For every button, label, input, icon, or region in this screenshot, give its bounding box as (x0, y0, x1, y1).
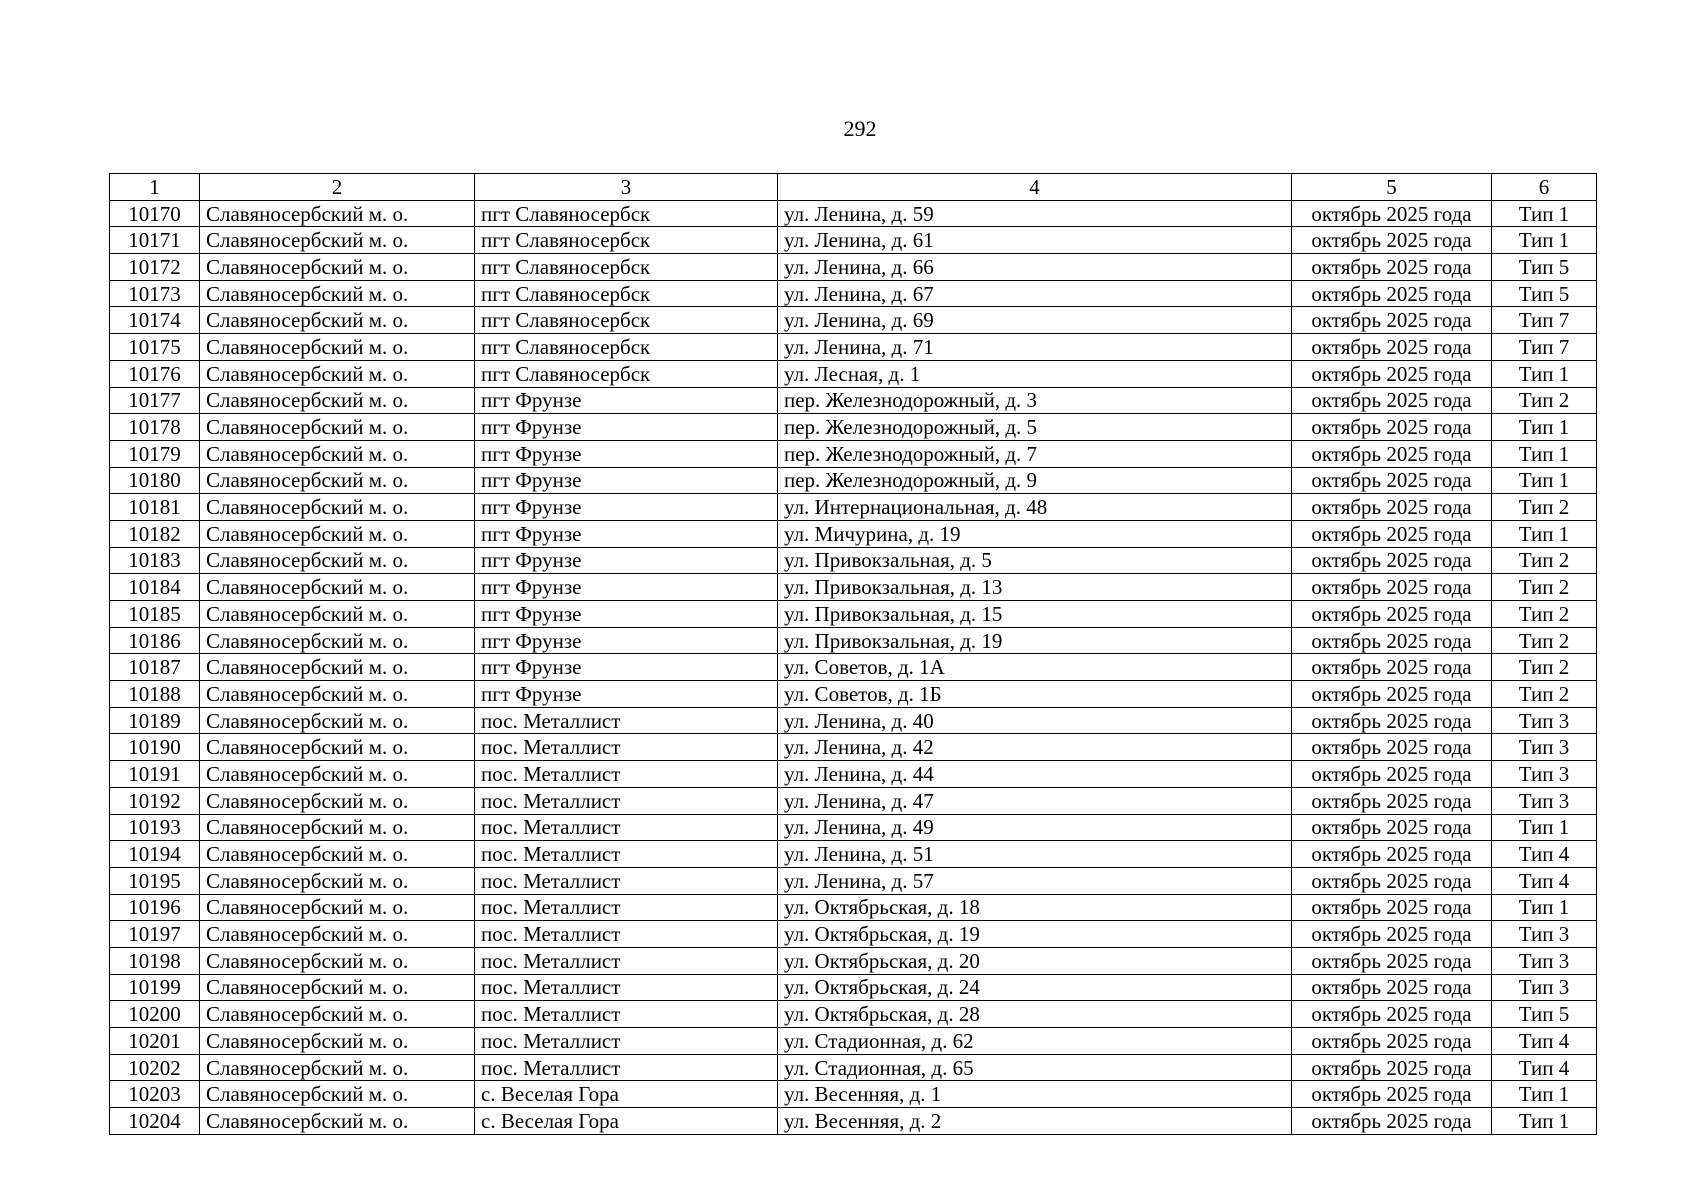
column-number-row (110, 174, 1597, 201)
address-cell: ул. Ленина, д. 57 (778, 867, 1292, 894)
column-number-cell: 5 (1292, 174, 1492, 201)
column-number-cell: 1 (110, 174, 200, 201)
address-cell: ул. Ленина, д. 67 (778, 280, 1292, 307)
period-cell: октябрь 2025 года (1292, 387, 1492, 414)
type-cell: Тип 5 (1492, 280, 1597, 307)
table-row (110, 547, 1597, 574)
settlement-cell: пгт Славяносербск (475, 307, 778, 334)
address-cell: ул. Весенняя, д. 1 (778, 1081, 1292, 1108)
period-cell: октябрь 2025 года (1292, 200, 1492, 227)
district-cell: Славяносербский м. о. (200, 681, 475, 708)
district-cell: Славяносербский м. о. (200, 894, 475, 921)
period-cell: октябрь 2025 года (1292, 494, 1492, 521)
table-row (110, 841, 1597, 868)
record-number-cell: 10198 (110, 947, 200, 974)
table-row (110, 787, 1597, 814)
record-number-cell: 10190 (110, 734, 200, 761)
period-cell: октябрь 2025 года (1292, 1081, 1492, 1108)
address-cell: ул. Стадионная, д. 65 (778, 1054, 1292, 1081)
table-row (110, 467, 1597, 494)
type-cell: Тип 1 (1492, 520, 1597, 547)
settlement-cell: пгт Славяносербск (475, 334, 778, 361)
settlement-cell: с. Веселая Гора (475, 1108, 778, 1135)
table-row (110, 1054, 1597, 1081)
record-number-cell: 10187 (110, 654, 200, 681)
district-cell: Славяносербский м. о. (200, 974, 475, 1001)
type-cell: Тип 1 (1492, 360, 1597, 387)
register-table (109, 173, 1597, 1135)
table-row (110, 280, 1597, 307)
settlement-cell: пос. Металлист (475, 734, 778, 761)
district-cell: Славяносербский м. о. (200, 440, 475, 467)
address-cell: ул. Ленина, д. 51 (778, 841, 1292, 868)
district-cell: Славяносербский м. о. (200, 867, 475, 894)
record-number-cell: 10192 (110, 787, 200, 814)
table-row (110, 574, 1597, 601)
period-cell: октябрь 2025 года (1292, 681, 1492, 708)
district-cell: Славяносербский м. о. (200, 494, 475, 521)
district-cell: Славяносербский м. о. (200, 387, 475, 414)
period-cell: октябрь 2025 года (1292, 414, 1492, 441)
district-cell: Славяносербский м. о. (200, 1081, 475, 1108)
settlement-cell: с. Веселая Гора (475, 1081, 778, 1108)
address-cell: ул. Весенняя, д. 2 (778, 1108, 1292, 1135)
record-number-cell: 10195 (110, 867, 200, 894)
record-number-cell: 10199 (110, 974, 200, 1001)
address-cell: ул. Лесная, д. 1 (778, 360, 1292, 387)
address-cell: ул. Советов, д. 1Б (778, 681, 1292, 708)
district-cell: Славяносербский м. о. (200, 227, 475, 254)
district-cell: Славяносербский м. о. (200, 841, 475, 868)
period-cell: октябрь 2025 года (1292, 360, 1492, 387)
record-number-cell: 10181 (110, 494, 200, 521)
settlement-cell: пос. Металлист (475, 974, 778, 1001)
table-row (110, 307, 1597, 334)
type-cell: Тип 3 (1492, 761, 1597, 788)
type-cell: Тип 4 (1492, 867, 1597, 894)
address-cell: пер. Железнодорожный, д. 5 (778, 414, 1292, 441)
record-number-cell: 10185 (110, 601, 200, 628)
table-row (110, 681, 1597, 708)
settlement-cell: пос. Металлист (475, 1054, 778, 1081)
address-cell: пер. Железнодорожный, д. 7 (778, 440, 1292, 467)
settlement-cell: пос. Металлист (475, 1001, 778, 1028)
district-cell: Славяносербский м. о. (200, 627, 475, 654)
address-cell: ул. Октябрьская, д. 24 (778, 974, 1292, 1001)
address-cell: ул. Привокзальная, д. 15 (778, 601, 1292, 628)
table-row (110, 200, 1597, 227)
address-cell: ул. Советов, д. 1А (778, 654, 1292, 681)
address-cell: ул. Привокзальная, д. 13 (778, 574, 1292, 601)
record-number-cell: 10202 (110, 1054, 200, 1081)
period-cell: октябрь 2025 года (1292, 574, 1492, 601)
record-number-cell: 10197 (110, 921, 200, 948)
address-cell: ул. Мичурина, д. 19 (778, 520, 1292, 547)
record-number-cell: 10175 (110, 334, 200, 361)
record-number-cell: 10204 (110, 1108, 200, 1135)
record-number-cell: 10184 (110, 574, 200, 601)
district-cell: Славяносербский м. о. (200, 787, 475, 814)
record-number-cell: 10186 (110, 627, 200, 654)
settlement-cell: пгт Фрунзе (475, 494, 778, 521)
period-cell: октябрь 2025 года (1292, 1054, 1492, 1081)
period-cell: октябрь 2025 года (1292, 654, 1492, 681)
table-row (110, 387, 1597, 414)
district-cell: Славяносербский м. о. (200, 1001, 475, 1028)
table-row (110, 894, 1597, 921)
address-cell: ул. Ленина, д. 61 (778, 227, 1292, 254)
district-cell: Славяносербский м. о. (200, 814, 475, 841)
type-cell: Тип 3 (1492, 787, 1597, 814)
period-cell: октябрь 2025 года (1292, 947, 1492, 974)
district-cell: Славяносербский м. о. (200, 520, 475, 547)
settlement-cell: пгт Славяносербск (475, 227, 778, 254)
record-number-cell: 10196 (110, 894, 200, 921)
table-row (110, 1001, 1597, 1028)
table-row (110, 334, 1597, 361)
column-number-cell: 3 (475, 174, 778, 201)
address-cell: ул. Октябрьская, д. 19 (778, 921, 1292, 948)
type-cell: Тип 2 (1492, 601, 1597, 628)
district-cell: Славяносербский м. о. (200, 307, 475, 334)
table-row (110, 1081, 1597, 1108)
settlement-cell: пгт Славяносербск (475, 280, 778, 307)
settlement-cell: пос. Металлист (475, 787, 778, 814)
address-cell: ул. Октябрьская, д. 28 (778, 1001, 1292, 1028)
type-cell: Тип 3 (1492, 921, 1597, 948)
column-number-cell: 4 (778, 174, 1292, 201)
period-cell: октябрь 2025 года (1292, 707, 1492, 734)
type-cell: Тип 1 (1492, 227, 1597, 254)
type-cell: Тип 1 (1492, 200, 1597, 227)
type-cell: Тип 3 (1492, 734, 1597, 761)
settlement-cell: пгт Фрунзе (475, 574, 778, 601)
record-number-cell: 10200 (110, 1001, 200, 1028)
address-cell: ул. Интернациональная, д. 48 (778, 494, 1292, 521)
column-number-cell: 2 (200, 174, 475, 201)
address-cell: пер. Железнодорожный, д. 9 (778, 467, 1292, 494)
settlement-cell: пгт Фрунзе (475, 520, 778, 547)
settlement-cell: пос. Металлист (475, 947, 778, 974)
district-cell: Славяносербский м. о. (200, 254, 475, 281)
district-cell: Славяносербский м. о. (200, 280, 475, 307)
type-cell: Тип 5 (1492, 254, 1597, 281)
district-cell: Славяносербский м. о. (200, 1054, 475, 1081)
record-number-cell: 10173 (110, 280, 200, 307)
settlement-cell: пгт Фрунзе (475, 681, 778, 708)
settlement-cell: пгт Фрунзе (475, 387, 778, 414)
type-cell: Тип 1 (1492, 1081, 1597, 1108)
settlement-cell: пгт Славяносербск (475, 200, 778, 227)
settlement-cell: пос. Металлист (475, 921, 778, 948)
settlement-cell: пос. Металлист (475, 814, 778, 841)
table-row (110, 867, 1597, 894)
district-cell: Славяносербский м. о. (200, 360, 475, 387)
record-number-cell: 10183 (110, 547, 200, 574)
address-cell: ул. Стадионная, д. 62 (778, 1028, 1292, 1055)
district-cell: Славяносербский м. о. (200, 467, 475, 494)
address-cell: ул. Ленина, д. 49 (778, 814, 1292, 841)
period-cell: октябрь 2025 года (1292, 814, 1492, 841)
record-number-cell: 10179 (110, 440, 200, 467)
period-cell: октябрь 2025 года (1292, 520, 1492, 547)
table-row (110, 734, 1597, 761)
district-cell: Славяносербский м. о. (200, 414, 475, 441)
settlement-cell: пгт Фрунзе (475, 467, 778, 494)
table-row (110, 654, 1597, 681)
record-number-cell: 10177 (110, 387, 200, 414)
record-number-cell: 10171 (110, 227, 200, 254)
type-cell: Тип 5 (1492, 1001, 1597, 1028)
address-cell: ул. Привокзальная, д. 19 (778, 627, 1292, 654)
address-cell: ул. Октябрьская, д. 20 (778, 947, 1292, 974)
page-number: 292 (843, 116, 877, 141)
period-cell: октябрь 2025 года (1292, 761, 1492, 788)
district-cell: Славяносербский м. о. (200, 334, 475, 361)
settlement-cell: пос. Металлист (475, 841, 778, 868)
period-cell: октябрь 2025 года (1292, 440, 1492, 467)
period-cell: октябрь 2025 года (1292, 280, 1492, 307)
record-number-cell: 10174 (110, 307, 200, 334)
period-cell: октябрь 2025 года (1292, 894, 1492, 921)
settlement-cell: пос. Металлист (475, 1028, 778, 1055)
district-cell: Славяносербский м. о. (200, 1028, 475, 1055)
type-cell: Тип 4 (1492, 1028, 1597, 1055)
table-row (110, 414, 1597, 441)
settlement-cell: пгт Фрунзе (475, 627, 778, 654)
table-row (110, 227, 1597, 254)
settlement-cell: пгт Славяносербск (475, 360, 778, 387)
record-number-cell: 10194 (110, 841, 200, 868)
address-cell: пер. Железнодорожный, д. 3 (778, 387, 1292, 414)
period-cell: октябрь 2025 года (1292, 841, 1492, 868)
table-row (110, 440, 1597, 467)
record-number-cell: 10189 (110, 707, 200, 734)
period-cell: октябрь 2025 года (1292, 467, 1492, 494)
record-number-cell: 10188 (110, 681, 200, 708)
table-row (110, 1108, 1597, 1135)
period-cell: октябрь 2025 года (1292, 867, 1492, 894)
record-number-cell: 10191 (110, 761, 200, 788)
table-row (110, 494, 1597, 521)
type-cell: Тип 2 (1492, 547, 1597, 574)
type-cell: Тип 3 (1492, 947, 1597, 974)
district-cell: Славяносербский м. о. (200, 654, 475, 681)
record-number-cell: 10193 (110, 814, 200, 841)
type-cell: Тип 2 (1492, 654, 1597, 681)
period-cell: октябрь 2025 года (1292, 227, 1492, 254)
type-cell: Тип 1 (1492, 894, 1597, 921)
district-cell: Славяносербский м. о. (200, 707, 475, 734)
type-cell: Тип 1 (1492, 1108, 1597, 1135)
period-cell: октябрь 2025 года (1292, 787, 1492, 814)
record-number-cell: 10172 (110, 254, 200, 281)
address-cell: ул. Привокзальная, д. 5 (778, 547, 1292, 574)
type-cell: Тип 2 (1492, 387, 1597, 414)
settlement-cell: пос. Металлист (475, 867, 778, 894)
type-cell: Тип 7 (1492, 307, 1597, 334)
period-cell: октябрь 2025 года (1292, 601, 1492, 628)
table-body (110, 174, 1597, 1135)
period-cell: октябрь 2025 года (1292, 921, 1492, 948)
table-row (110, 947, 1597, 974)
address-cell: ул. Ленина, д. 40 (778, 707, 1292, 734)
type-cell: Тип 4 (1492, 1054, 1597, 1081)
district-cell: Славяносербский м. о. (200, 734, 475, 761)
record-number-cell: 10180 (110, 467, 200, 494)
district-cell: Славяносербский м. о. (200, 947, 475, 974)
type-cell: Тип 2 (1492, 681, 1597, 708)
address-cell: ул. Ленина, д. 71 (778, 334, 1292, 361)
settlement-cell: пгт Фрунзе (475, 654, 778, 681)
table-row (110, 601, 1597, 628)
settlement-cell: пгт Славяносербск (475, 254, 778, 281)
record-number-cell: 10176 (110, 360, 200, 387)
record-number-cell: 10170 (110, 200, 200, 227)
type-cell: Тип 1 (1492, 414, 1597, 441)
address-cell: ул. Ленина, д. 59 (778, 200, 1292, 227)
settlement-cell: пос. Металлист (475, 894, 778, 921)
period-cell: октябрь 2025 года (1292, 254, 1492, 281)
type-cell: Тип 1 (1492, 467, 1597, 494)
settlement-cell: пос. Металлист (475, 707, 778, 734)
table-row (110, 814, 1597, 841)
type-cell: Тип 3 (1492, 707, 1597, 734)
type-cell: Тип 2 (1492, 494, 1597, 521)
type-cell: Тип 2 (1492, 627, 1597, 654)
record-number-cell: 10201 (110, 1028, 200, 1055)
table-row (110, 360, 1597, 387)
period-cell: октябрь 2025 года (1292, 547, 1492, 574)
district-cell: Славяносербский м. о. (200, 1108, 475, 1135)
type-cell: Тип 1 (1492, 440, 1597, 467)
settlement-cell: пгт Фрунзе (475, 414, 778, 441)
period-cell: октябрь 2025 года (1292, 334, 1492, 361)
settlement-cell: пос. Металлист (475, 761, 778, 788)
address-cell: ул. Ленина, д. 69 (778, 307, 1292, 334)
address-cell: ул. Октябрьская, д. 18 (778, 894, 1292, 921)
type-cell: Тип 1 (1492, 814, 1597, 841)
address-cell: ул. Ленина, д. 44 (778, 761, 1292, 788)
table-row (110, 520, 1597, 547)
table-row (110, 627, 1597, 654)
period-cell: октябрь 2025 года (1292, 627, 1492, 654)
type-cell: Тип 4 (1492, 841, 1597, 868)
address-cell: ул. Ленина, д. 47 (778, 787, 1292, 814)
district-cell: Славяносербский м. о. (200, 921, 475, 948)
period-cell: октябрь 2025 года (1292, 1028, 1492, 1055)
table-row (110, 707, 1597, 734)
period-cell: октябрь 2025 года (1292, 307, 1492, 334)
record-number-cell: 10182 (110, 520, 200, 547)
table-row (110, 761, 1597, 788)
address-cell: ул. Ленина, д. 42 (778, 734, 1292, 761)
district-cell: Славяносербский м. о. (200, 574, 475, 601)
column-number-cell: 6 (1492, 174, 1597, 201)
district-cell: Славяносербский м. о. (200, 601, 475, 628)
record-number-cell: 10203 (110, 1081, 200, 1108)
table-row (110, 254, 1597, 281)
address-cell: ул. Ленина, д. 66 (778, 254, 1292, 281)
district-cell: Славяносербский м. о. (200, 547, 475, 574)
type-cell: Тип 3 (1492, 974, 1597, 1001)
table-row (110, 974, 1597, 1001)
type-cell: Тип 2 (1492, 574, 1597, 601)
settlement-cell: пгт Фрунзе (475, 440, 778, 467)
table-row (110, 921, 1597, 948)
settlement-cell: пгт Фрунзе (475, 547, 778, 574)
period-cell: октябрь 2025 года (1292, 974, 1492, 1001)
type-cell: Тип 7 (1492, 334, 1597, 361)
table-row (110, 1028, 1597, 1055)
district-cell: Славяносербский м. о. (200, 200, 475, 227)
settlement-cell: пгт Фрунзе (475, 601, 778, 628)
period-cell: октябрь 2025 года (1292, 1108, 1492, 1135)
record-number-cell: 10178 (110, 414, 200, 441)
district-cell: Славяносербский м. о. (200, 761, 475, 788)
period-cell: октябрь 2025 года (1292, 734, 1492, 761)
period-cell: октябрь 2025 года (1292, 1001, 1492, 1028)
